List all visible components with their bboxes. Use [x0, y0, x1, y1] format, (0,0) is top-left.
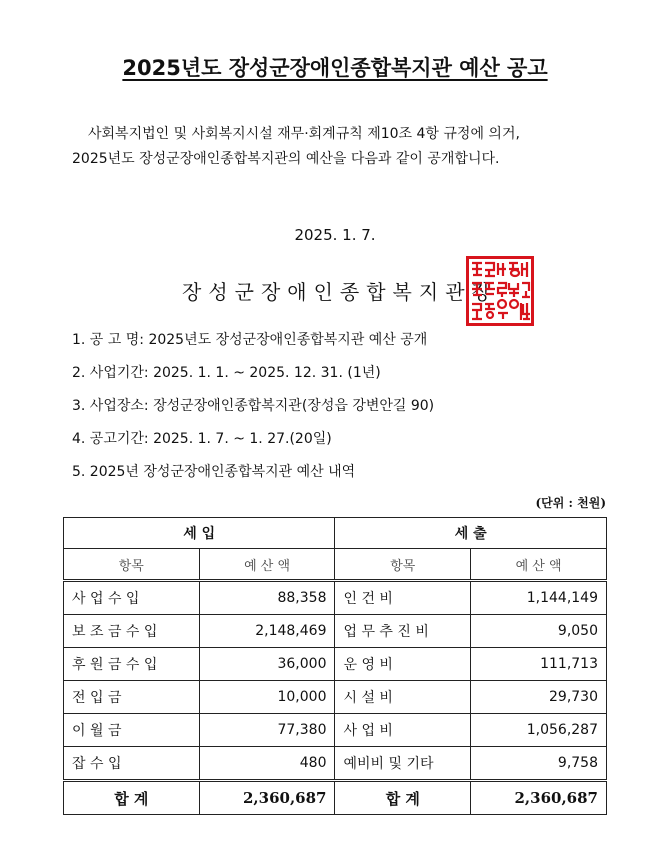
unit-label: (단위 : 천원) — [535, 496, 606, 510]
expense-amount: 9,758 — [471, 747, 607, 781]
notice-items — [72, 330, 434, 495]
intro-line-2: 2025년도 장성군장애인종합복지관의 예산을 다음과 같이 공개합니다. — [72, 151, 500, 167]
revenue-item: 보 조 금 수 입 — [64, 615, 200, 648]
expense-total: 2,360,687 — [471, 781, 607, 815]
table-row — [64, 681, 607, 714]
expense-amount: 1,144,149 — [471, 581, 607, 615]
item-business-place: 3. 사업장소: 장성군장애인종합복지관(장성읍 강변안길 90) — [72, 398, 435, 414]
item-budget-details: 5. 2025년 장성군장애인종합복지관 예산 내역 — [72, 464, 356, 480]
notice-date: 2025. 1. 7. — [294, 226, 376, 244]
expense-amount: 9,050 — [471, 615, 607, 648]
expense-item: 예비비 및 기타 — [335, 747, 471, 781]
revenue-amount: 480 — [199, 747, 335, 781]
expense-amount: 1,056,287 — [471, 714, 607, 747]
expense-item: 사 업 비 — [335, 714, 471, 747]
revenue-item: 후 원 금 수 입 — [64, 648, 200, 681]
expense-amount: 111,713 — [471, 648, 607, 681]
organization-name: 장성군장애인종합복지관장 — [182, 280, 498, 304]
seal-glyphs-icon — [469, 259, 531, 323]
revenue-item: 잡 수 입 — [64, 747, 200, 781]
revenue-amount: 36,000 — [199, 648, 335, 681]
revenue-item: 전 입 금 — [64, 681, 200, 714]
expense-total-label: 합 계 — [335, 781, 471, 815]
item-notice-period: 4. 공고기간: 2025. 1. 7. ~ 1. 27.(20일) — [72, 431, 332, 447]
expense-header: 세 출 — [335, 518, 607, 549]
revenue-amount: 2,148,469 — [199, 615, 335, 648]
table-row — [64, 648, 607, 681]
revenue-header: 세 입 — [64, 518, 335, 549]
revenue-amount-col: 예 산 액 — [199, 549, 335, 581]
expense-amount: 29,730 — [471, 681, 607, 714]
budget-table — [63, 517, 607, 815]
table-row — [64, 714, 607, 747]
revenue-item: 사 업 수 입 — [64, 581, 200, 615]
table-header-row — [64, 518, 607, 549]
table-row — [64, 747, 607, 781]
intro-line-1: 사회복지법인 및 사회복지시설 재무·회계규칙 제10조 4항 규정에 의거, — [88, 126, 520, 142]
expense-item-col: 항목 — [335, 549, 471, 581]
revenue-amount: 77,380 — [199, 714, 335, 747]
revenue-total-label: 합 계 — [64, 781, 200, 815]
table-subheader-row — [64, 549, 607, 581]
item-business-period: 2. 사업기간: 2025. 1. 1. ~ 2025. 12. 31. (1년) — [72, 365, 381, 381]
revenue-item-col: 항목 — [64, 549, 200, 581]
table-row — [64, 615, 607, 648]
expense-item: 운 영 비 — [335, 648, 471, 681]
revenue-item: 이 월 금 — [64, 714, 200, 747]
revenue-total: 2,360,687 — [199, 781, 335, 815]
total-row — [64, 781, 607, 815]
item-notice-name: 1. 공 고 명: 2025년도 장성군장애인종합복지관 예산 공개 — [72, 332, 428, 348]
expense-item: 업 무 추 진 비 — [335, 615, 471, 648]
document-title: 2025년도 장성군장애인종합복지관 예산 공고 — [122, 56, 548, 80]
revenue-amount: 88,358 — [199, 581, 335, 615]
expense-item: 인 건 비 — [335, 581, 471, 615]
expense-amount-col: 예 산 액 — [471, 549, 607, 581]
table-row — [64, 581, 607, 615]
official-seal-stamp — [466, 256, 534, 326]
intro-paragraph — [72, 122, 632, 172]
revenue-amount: 10,000 — [199, 681, 335, 714]
expense-item: 시 설 비 — [335, 681, 471, 714]
